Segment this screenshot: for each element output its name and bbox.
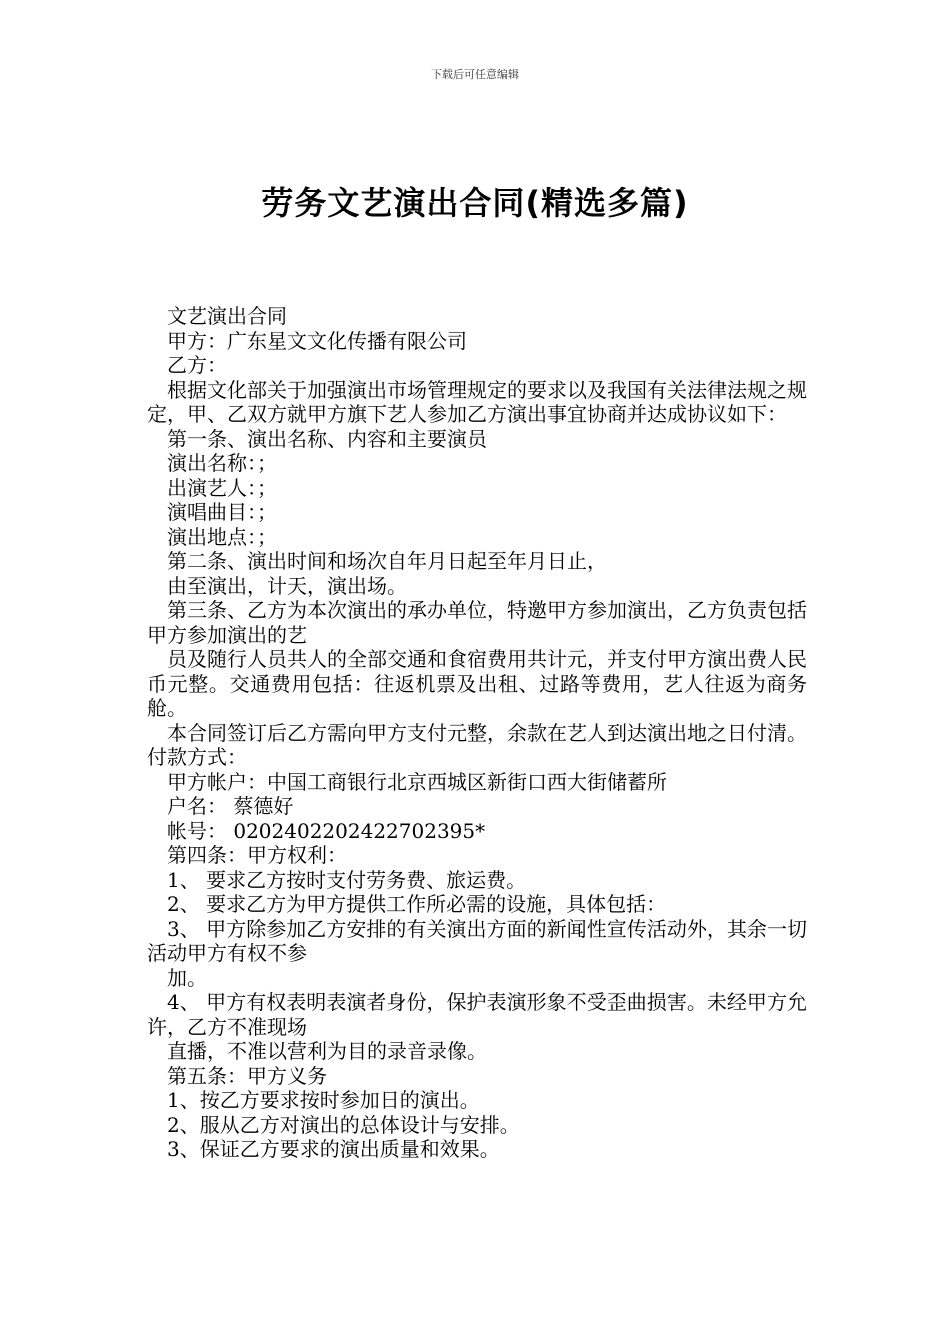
paragraph: 演出地点：；	[167, 524, 277, 549]
paragraph: 1、按乙方要求按时参加日的演出。	[167, 1088, 480, 1112]
paragraph: 4、 甲方有权表明表演者身份，保护表演形象不受歪曲损害。未经甲方允许，乙方不准现场	[147, 990, 807, 1039]
paragraph: 加。	[167, 965, 207, 990]
paragraph: 甲方帐户：中国工商银行北京西城区新街口西大街储蓄所	[167, 769, 667, 794]
paragraph: 演出名称：；	[167, 451, 277, 475]
paragraph: 第四条：甲方权利：	[167, 843, 347, 867]
document-body	[147, 304, 807, 1162]
paragraph: 第五条：甲方义务	[167, 1063, 327, 1088]
paragraph: 3、保证乙方要求的演出质量和效果。	[167, 1137, 500, 1161]
paragraph: 演唱曲目：；	[167, 500, 277, 524]
paragraph: 出演艺人：；	[167, 475, 277, 500]
paragraph: 甲方：广东星文文化传播有限公司	[167, 328, 467, 353]
paragraph: 第三条、乙方为本次演出的承办单位，特邀甲方参加演出，乙方负责包括甲方参加演出的艺	[147, 598, 807, 647]
paragraph: 户名： 蔡德好	[167, 794, 294, 818]
paragraph: 2、服从乙方对演出的总体设计与安排。	[167, 1112, 520, 1137]
paragraph: 3、 甲方除参加乙方安排的有关演出方面的新闻性宣传活动外，其余一切活动甲方有权不参	[147, 916, 807, 965]
header-note: 下载后可任意编辑	[431, 68, 519, 81]
paragraph: 由至演出，计天，演出场。	[167, 573, 407, 598]
paragraph: 文艺演出合同	[167, 304, 287, 328]
paragraph: 第二条、演出时间和场次自年月日起至年月日止，	[167, 549, 607, 573]
paragraph: 本合同签订后乙方需向甲方支付元整，余款在艺人到达演出地之日付清。付款方式：	[147, 720, 807, 769]
paragraph: 1、 要求乙方按时支付劳务费、旅运费。	[167, 867, 527, 892]
paragraph: 第一条、演出名称、内容和主要演员	[167, 426, 487, 451]
paragraph: 2、 要求乙方为甲方提供工作所必需的设施，具体包括：	[167, 892, 667, 916]
paragraph: 员及随行人员共人的全部交通和食宿费用共计元，并支付甲方演出费人民币元整。交通费用包括：往返机票及出租、过路等费用，艺人往返为商务舱。	[147, 647, 807, 720]
paragraph: 直播，不准以营利为目的录音录像。	[167, 1039, 487, 1063]
paragraph: 乙方：	[167, 353, 227, 377]
paragraph: 根据文化部关于加强演出市场管理规定的要求以及我国有关法律法规之规定，甲、乙双方就甲方旗下艺人参加乙方演出事宜协商并达成协议如下：	[147, 377, 807, 426]
document-title: 劳务文艺演出合同(精选多篇)	[261, 184, 689, 222]
paragraph: 帐号： 0202402202422702395*	[167, 818, 486, 843]
